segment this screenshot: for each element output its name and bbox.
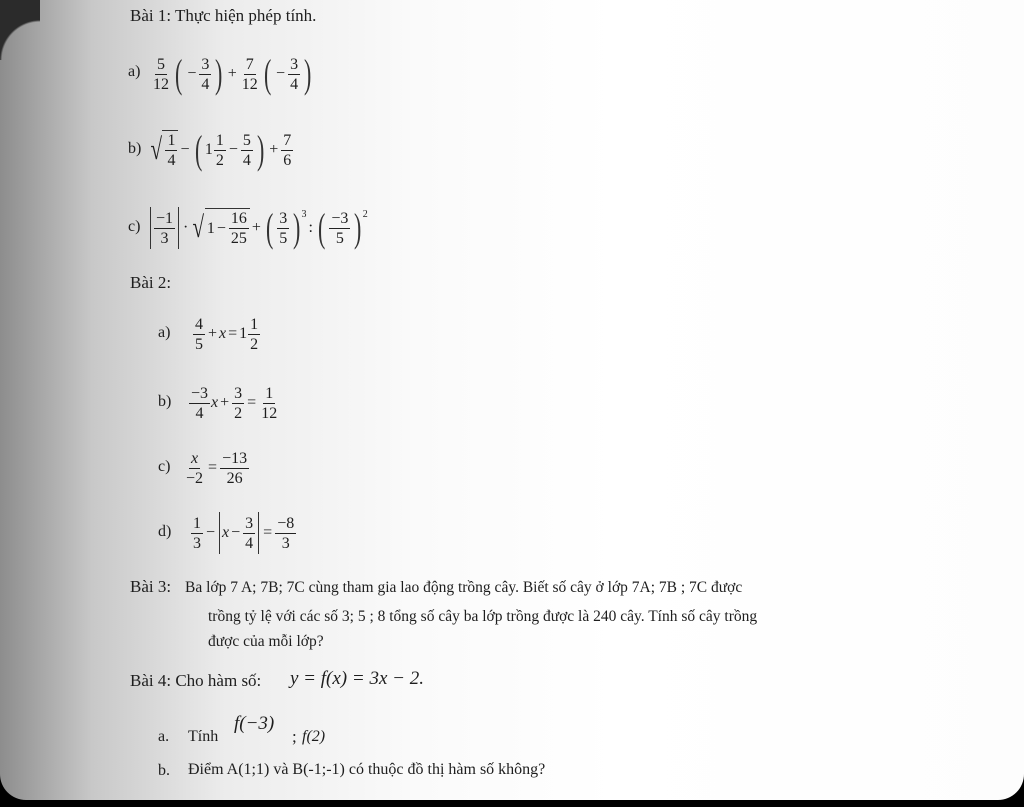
bai2-c-equation: $\frac{x}{-2}$ = $\frac{-13}{26}$ [186,449,248,487]
sqrt: √ 1 − $\frac{16}{25}$ [190,208,250,248]
bai2-b-equation: −3 4 x + $\frac{3}{2}$ = $\frac{1}{12}$ [191,384,278,422]
bai4-a-f2: f(2) [302,728,326,745]
fraction: $\frac{3}{2}$ [234,384,243,422]
bai1-title: Bài 1: Thực hiện phép tính. [130,6,317,25]
bai3-title: Bài 3: [130,577,172,596]
fraction: $\frac{3}{4}$ [201,55,210,93]
bai4-a-label: a. [158,728,170,745]
fraction: 1 2 [215,131,224,169]
bai4-b-label: b. [158,762,170,779]
fraction: −3 5 [331,209,349,247]
fraction: 5 12 [153,55,169,93]
fraction: $\frac{-13}{26}$ [222,449,248,487]
fraction: $\frac{-8}{3}$ [277,514,295,552]
bai2-a-label: a) [158,324,171,341]
bai4-b-text: Điểm A(1;1) và B(-1;-1) có thuộc đồ thị hàm số không? [188,761,546,778]
bai1-a-label: a) [128,63,141,80]
fraction: $\frac{5}{4}$ [242,131,251,169]
bai4-a-sep: ; [292,727,297,746]
bai2-c-label: c) [158,458,171,475]
fraction: $\frac{x}{-2}$ [186,449,204,487]
fraction: 1 2 [250,315,259,353]
fraction: $\frac{3}{4}$ [245,514,254,552]
fraction: 4 5 [195,315,203,353]
fraction: $\frac{7}{6}$ [283,131,292,169]
sqrt: √ 1 4 [148,130,178,170]
bai3-line1: Ba lớp 7 A; 7B; 7C cùng tham gia lao động trồng cây. Biết số cây ở lớp 7A; 7B ; 7C được [185,579,743,596]
bai2-title: Bài 2: [130,273,172,292]
bai4-a-text: Tính [188,728,219,745]
bai3-line3: được của mỗi lớp? [208,633,324,650]
bai4-formula: y = f(x) = 3x − 2. [290,668,424,689]
bai2-d-equation: 1 3 − x − $\frac{3}{4}$ = $\frac{-8}{3}$ [190,510,297,556]
fraction: $\frac{1}{12}$ [261,384,278,422]
bai2-b-label: b) [158,393,172,410]
fraction: −1 3 [156,209,174,247]
bai2-a-equation: 4 5 + x = 1 1 2 [195,315,259,353]
bai2-d-label: d) [158,523,172,540]
bai1-c-expression: −1 3 · √ 1 − $\frac{16}{25}$ + ( 3 5 ) $^3$ : ( −3 5 ) $^2$ [148,205,368,251]
bai3-line2: trồng tỷ lệ với các số 3; 5 ; 8 tổng số cây ba lớp trồng được là 240 cây. Tính số cây trồng [208,608,758,625]
fraction: $\frac{7}{12}$ [241,55,258,93]
bai1-b-expression: √ 1 4 − ( 1 1 2 − $\frac{5}{4}$ ) + $\frac{7}{6}$ [148,128,294,172]
bai1-a-expression: 5 12 ( − $\frac{3}{4}$ ) + $\frac{7}{12}$ ( − $\frac{3}{4}$ ) [153,51,312,96]
bai1-c-label: c) [128,218,141,235]
fraction: 3 5 [279,209,288,247]
bai4-a-f1: f(−3) [234,713,275,734]
fraction: −3 4 [191,384,209,422]
fraction: 1 3 [193,514,201,552]
fraction: $\frac{3}{4}$ [290,55,299,93]
bai1-b-label: b) [128,140,142,157]
bai4-title: Bài 4: Cho hàm số: [130,671,262,690]
